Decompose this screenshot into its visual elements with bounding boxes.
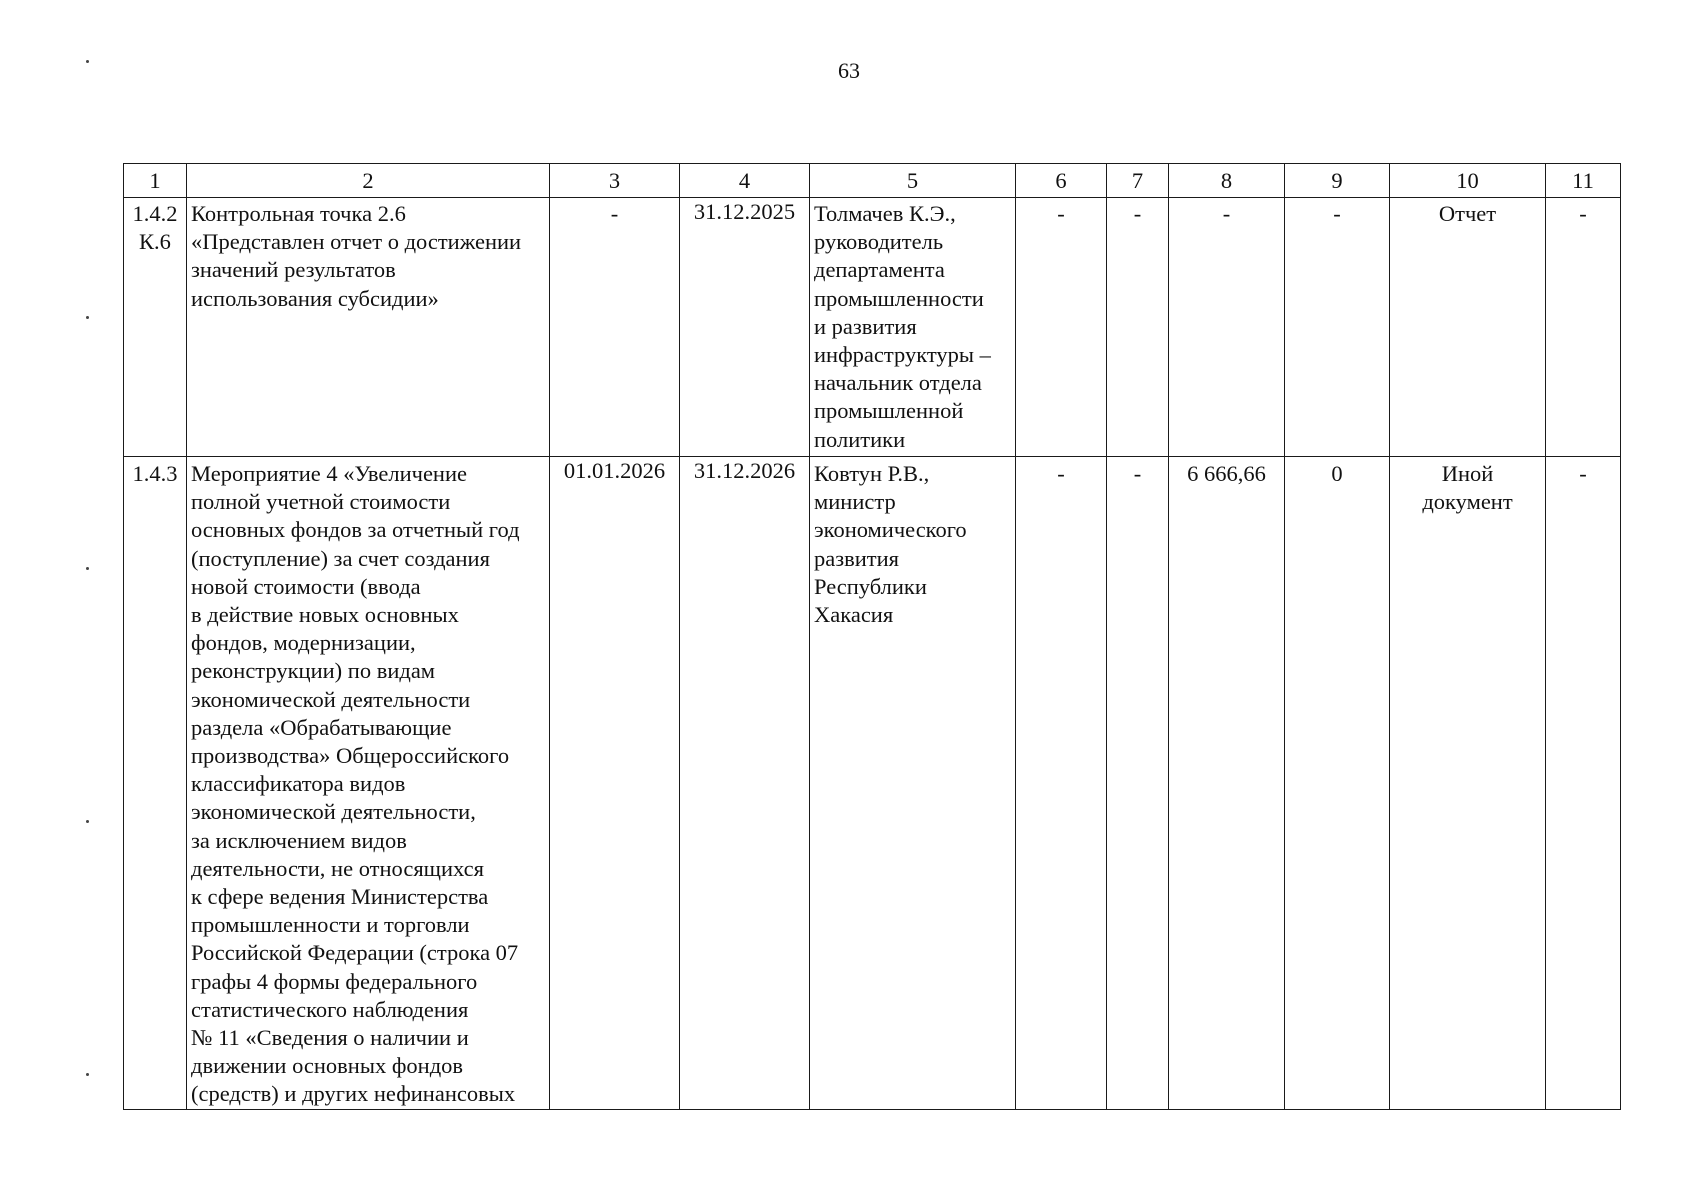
column-number: 1 [124,164,187,198]
column-number: 7 [1107,164,1169,198]
column-11-value: - [1546,198,1621,457]
start-date: - [550,198,680,457]
document-type: Иной документ [1390,457,1546,1110]
scan-speck [86,60,89,63]
column-9-value: 0 [1285,457,1390,1110]
start-date: 01.01.2026 [550,457,680,1110]
column-number: 8 [1169,164,1285,198]
scan-speck [86,1073,89,1076]
table-row [124,457,1621,1110]
column-number: 11 [1546,164,1621,198]
responsible-person: Толмачев К.Э., руководитель департамента промышленности и развития инфраструктуры – начальник отдела промышленной политики [810,198,1016,457]
column-9-value: - [1285,198,1390,457]
end-date: 31.12.2026 [680,457,810,1110]
column-7-value: - [1107,457,1169,1110]
row-code: 1.4.3 [124,457,187,1110]
column-number: 10 [1390,164,1546,198]
page-number: 63 [838,58,860,83]
column-7-value: - [1107,198,1169,457]
column-6-value: - [1016,198,1107,457]
column-8-value: - [1169,198,1285,457]
document-type: Отчет [1390,198,1546,457]
scan-speck [86,820,89,823]
row-code: 1.4.2 К.6 [124,198,187,457]
table-row [124,198,1621,457]
column-number: 4 [680,164,810,198]
column-number: 2 [187,164,550,198]
column-8-value: 6 666,66 [1169,457,1285,1110]
scan-speck [86,567,89,570]
data-table [123,163,1621,1110]
column-number: 3 [550,164,680,198]
responsible-person: Ковтун Р.В., министр экономического развития Республики Хакасия [810,457,1016,1110]
column-number: 5 [810,164,1016,198]
column-number: 9 [1285,164,1390,198]
column-number: 6 [1016,164,1107,198]
column-numbers-row [124,164,1621,198]
end-date: 31.12.2025 [680,198,810,457]
column-11-value: - [1546,457,1621,1110]
row-description: Контрольная точка 2.6 «Представлен отчет о достижении значений результатов использования субсидии» [187,198,550,457]
column-6-value: - [1016,457,1107,1110]
row-description: Мероприятие 4 «Увеличение полной учетной стоимости основных фондов за отчетный год (поступление) за счет создания новой стоимости (ввода в действие новых основных фондов, модернизации, реконструкции) по видам экономической деятельности раздела «Обрабатывающие производства» Общероссийского классификатора видов экономической деятельности, за исключением видов деятельности, не относящихся к сфере ведения Министерства промышленности и торговли Российской Федерации (строка 07 графы 4 формы федерального статистического наблюдения № 11 «Сведения о наличии и движении основных фондов (средств) и других нефинансовых [187,457,550,1110]
scan-speck [86,316,89,319]
